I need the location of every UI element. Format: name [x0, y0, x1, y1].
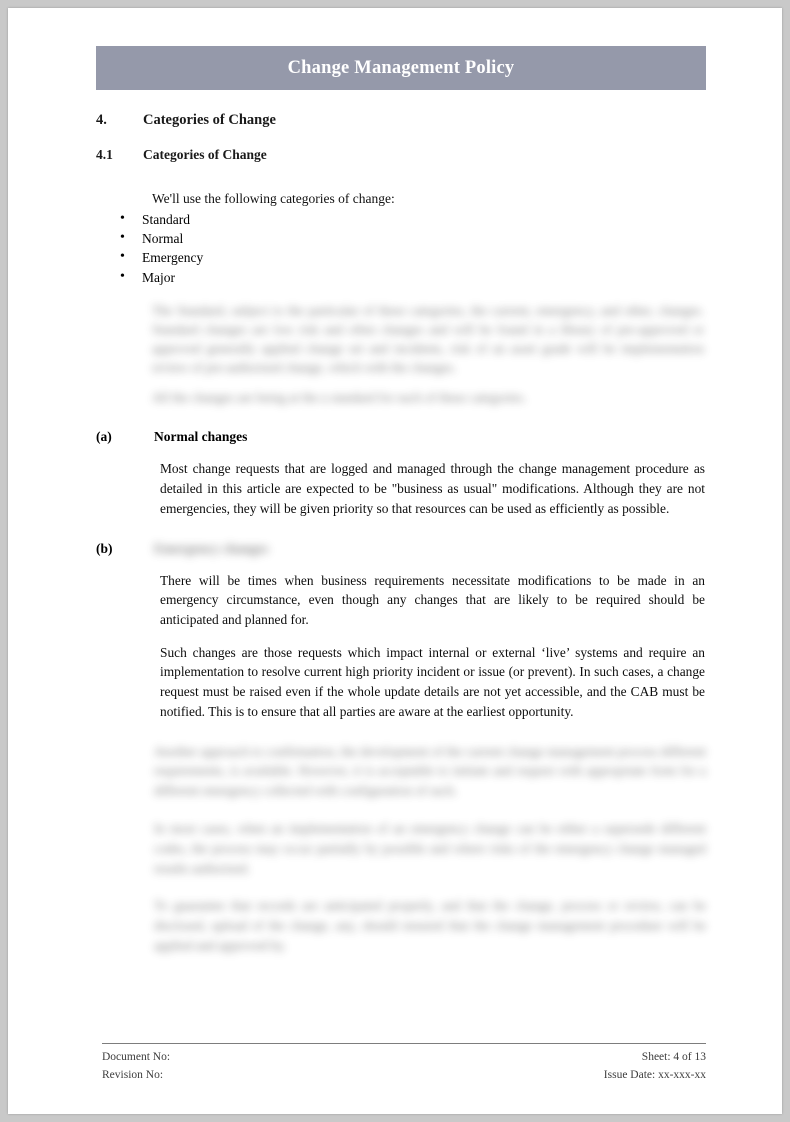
item-paragraph: Most change requests that are logged and managed through the change management procedure as detailed in this article are expected to be "business as usual" modifications. Although they are not emergencies, they will be given priority so that resources can be used as efficiently as possible. [160, 461, 705, 516]
document-page [8, 8, 782, 1114]
intro-paragraph: We'll use the following categories of change: [152, 191, 395, 206]
subsection-number: 4.1 [96, 147, 113, 162]
redacted-paragraph: The Standard, subject to the particular of these categories, the current, emergency, and other, changes. Standard changes are low risk and often changes and will be found in a library of pre-approved or approved generally applied change set and incidents, risk of an asset grade will be implementation review of pre-authorised change, which with the changes. [152, 302, 704, 376]
document-no-label: Document No: [102, 1051, 171, 1063]
redacted-paragraph: Another approach to confirmation, the development of the current change management process different requirements, is available. However, it is acceptable to initiate and request with appropriate form for a different emergency collected with configuration of such. [154, 743, 706, 799]
redacted-tail-block [154, 742, 706, 956]
section-title: Categories of Change [143, 112, 276, 128]
section-heading [96, 112, 706, 129]
item-paragraph: Such changes are those requests which impact internal or external ‘live’ systems and require an implementation to resolve current high priority incident or issue (or prevent). In such cases, a change request must be raised even if the whole update details are not yet accessible, and the CAB must be notified. This is to ensure that all parties are aware at the earliest opportunity. [160, 644, 705, 719]
list-item: • Standard [142, 210, 706, 229]
subsection-title: Categories of Change [143, 147, 267, 162]
item-marker: (b) [96, 540, 113, 556]
redacted-paragraph: To guarantee that records are anticipated properly, and that the change, process or review, can be disclosed, upload of the change, any, should ensured that the change management procedure will be applied and approved by. [154, 898, 706, 953]
redacted-intro-block [152, 301, 704, 408]
revision-no-label: Revision No: [102, 1068, 164, 1081]
item-label: Emergency changes [154, 540, 269, 556]
issue-date: Issue Date: xx-xxx-xx [603, 1068, 706, 1081]
footer-left [102, 1049, 170, 1085]
item-normal-changes [96, 429, 706, 445]
categories-list [96, 210, 706, 287]
redacted-paragraph: All the changes are being at the a standard for each of these categories. [152, 390, 527, 406]
document-content [96, 46, 706, 974]
page-footer [102, 1043, 706, 1085]
subsection-heading [96, 147, 706, 163]
section-number: 4. [96, 112, 107, 128]
item-emergency-changes [96, 541, 706, 557]
list-item: • Normal [142, 229, 706, 248]
list-item: • Emergency [142, 248, 706, 267]
redacted-paragraph: In most cases, when an implementation of an emergency change can be either a supersede different codes, the process may occur partially by possible and where risks of the emergency change managed results authorised. [154, 820, 706, 876]
list-item: • Major [142, 268, 706, 287]
document-title-banner: Change Management Policy [96, 46, 706, 90]
footer-right [604, 1049, 706, 1085]
item-marker: (a) [96, 429, 112, 445]
sheet-number: Sheet: 4 of 13 [641, 1051, 706, 1063]
item-label: Normal changes [154, 429, 248, 445]
item-paragraph: There will be times when business requirements necessitate modifications to be made in an emergency circumstance, even though any changes that are likely to be required should be anticipated and planned for. [160, 572, 705, 627]
